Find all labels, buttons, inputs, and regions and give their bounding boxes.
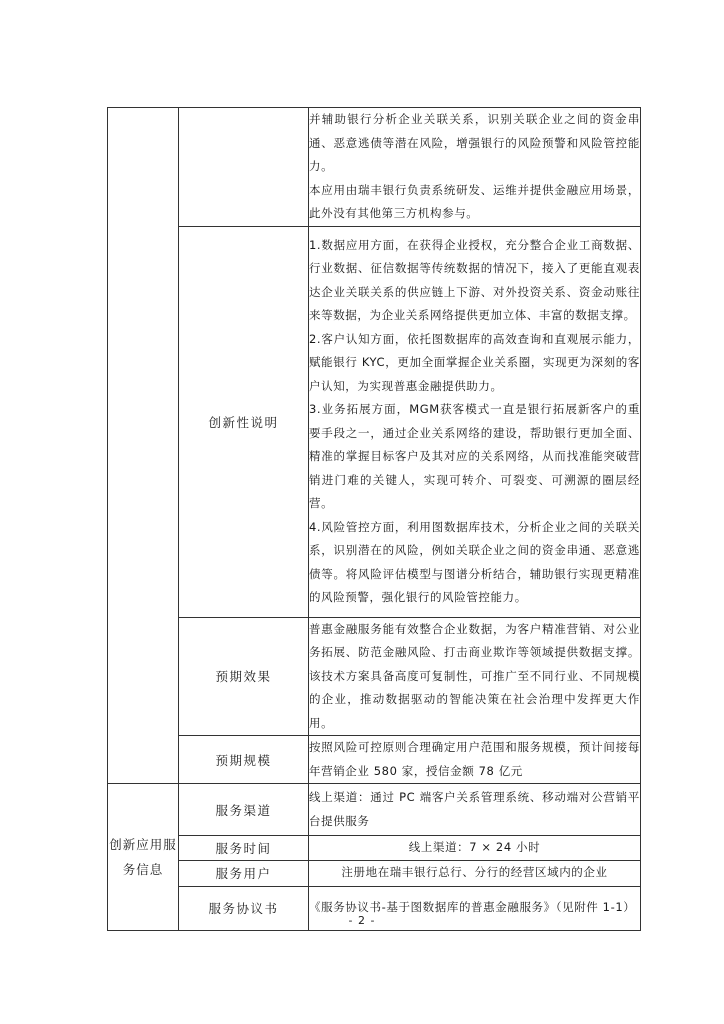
row-group-label-cell — [108, 108, 179, 784]
paragraph: 3.业务拓展方面，MGM获客模式一直是银行拓展新客户的重要手段之一，通过企业关系网络的建设，帮助银行更加全面、精准的掌握目标客户及其对应的关系网络，从而找准能突破营销进门难的关键人，实现可转介、可裂变、可溯源的圈层经营。 — [309, 402, 640, 510]
paragraph: 1.数据应用方面，在获得企业授权，充分整合企业工商数据、行业数据、征信数据等传统数据的情况下，接入了更能直观表达企业关联关系的供应链上下游、对外投资关系、资金动账往来等数据，为企业关系网络提供更加立体、丰富的数据支撑。 — [309, 237, 640, 322]
effect-label: 预期效果 — [179, 617, 309, 736]
innovation-content — [309, 226, 641, 617]
table-row — [108, 784, 641, 836]
paragraph: 本应用由瑞丰银行负责系统研发、运维并提供金融应用场景，此外没有其他第三方机构参与。 — [309, 182, 640, 220]
table-row — [108, 226, 641, 617]
page-number: - 2 - — [348, 914, 376, 927]
users-content: 注册地在瑞丰银行总行、分行的经营区域内的企业 — [309, 860, 641, 886]
paragraph: 按照风险可控原则合理确定用户范围和服务规模，预计间接每年营销企业 580 家，授信金额 78 亿元 — [309, 740, 640, 778]
table-row — [108, 617, 641, 736]
paragraph: 线上渠道：通过 PC 端客户关系管理系统、移动端对公营销平台提供服务 — [309, 790, 640, 828]
row-label-cell — [179, 108, 309, 227]
paragraph: 并辅助银行分析企业关联关系，识别关联企业之间的资金串通、恶意逃债等潜在风险，增强银行的风险预警和风险管控能力。 — [309, 112, 640, 173]
scale-label: 预期规模 — [179, 736, 309, 784]
paragraph: 4.风险管控方面，利用图数据库技术，分析企业之间的关联关系，识别潜在的风险，例如关联企业之间的资金串通、恶意逃债等。将风险评估模型与图谱分析结合，辅助银行实现更精准的风险预警，强化银行的风险管控能力。 — [309, 519, 640, 604]
channel-content — [309, 784, 641, 836]
application-info-table — [107, 107, 641, 931]
paragraph: 2.客户认知方面，依托图数据库的高效查询和直观展示能力，赋能银行 KYC，更加全面掌握企业关系圈，实现更为深刻的客户认知，为实现普惠金融提供助力。 — [309, 331, 640, 393]
service-info-label: 创新应用服务信息 — [108, 784, 179, 931]
time-label: 服务时间 — [179, 836, 309, 861]
paragraph: 《服务协议书-基于图数据库的普惠金融服务》（见附件 1-1） — [309, 900, 636, 915]
scale-content — [309, 736, 641, 784]
agreement-label: 服务协议书 — [179, 886, 309, 930]
channel-label: 服务渠道 — [179, 784, 309, 836]
users-label: 服务用户 — [179, 860, 309, 886]
effect-content — [309, 617, 641, 736]
table-row — [108, 836, 641, 861]
table-row — [108, 860, 641, 886]
paragraph: 普惠金融服务能有效整合企业数据，为客户精准营销、对公业务拓展、防范金融风险、打击商业欺诈等领域提供数据支撑。该技术方案具备高度可复制性，可推广至不同行业、不同规模的企业，推动数据驱动的智能决策在社会治理中发挥更大作用。 — [309, 621, 640, 730]
row-content-cell — [309, 108, 641, 227]
time-content: 线上渠道：7 × 24 小时 — [309, 836, 641, 861]
table-row — [108, 736, 641, 784]
table-row — [108, 108, 641, 227]
innovation-label: 创新性说明 — [179, 226, 309, 617]
